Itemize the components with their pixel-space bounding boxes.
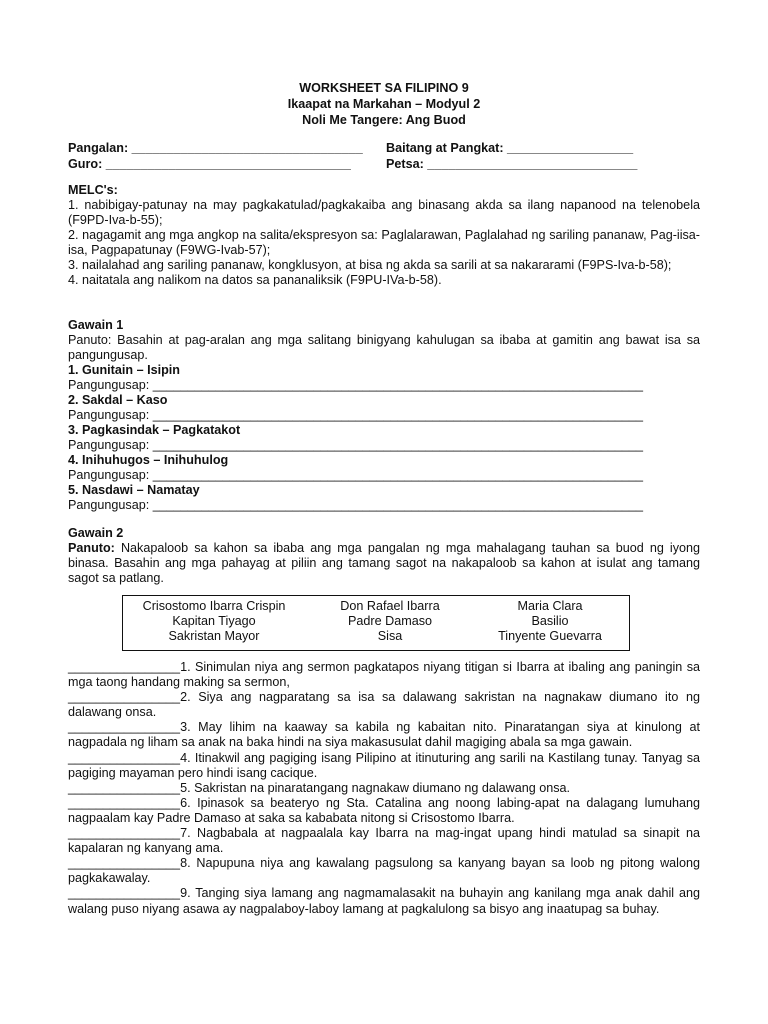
vocab-word: 4. Inihuhugos – Inihuhulog	[68, 453, 229, 467]
character-name-box	[122, 595, 630, 651]
sentence-answer-line[interactable]: Pangungusap: ______________________________________________________________________	[68, 438, 644, 452]
question-item[interactable]: ________________3. May lihim na kaaway sa kabila ng kabaitan nito. Pinaratangan siya at kinulong at nagpadala ng liham sa anak na baka hindi na siya makasusulat dahil magiging abala sa mga gawain.	[68, 720, 700, 750]
sentence-answer-line[interactable]: Pangungusap: ______________________________________________________________________	[68, 468, 644, 482]
worksheet-quarter: Ikaapat na Markahan – Modyul 2	[287, 97, 481, 111]
sentence-answer-line[interactable]: Pangungusap: ______________________________________________________________________	[68, 498, 644, 512]
guro-field[interactable]: Guro: ___________________________________	[68, 157, 351, 171]
vocab-word: 5. Nasdawi – Namatay	[68, 483, 200, 497]
vocab-word: 3. Pagkasindak – Pagkatakot	[68, 423, 241, 437]
vocab-word: 1. Gunitain – Isipin	[68, 363, 180, 377]
gawain1-panuto: Panuto: Basahin at pag-aralan ang mga salitang binigyang kahulugan sa ibaba at gamitin ang bawat isa sa pangungusap.	[68, 333, 700, 362]
student-fields	[68, 140, 708, 172]
melcs-section	[68, 183, 700, 288]
character-name: Don Rafael Ibarra	[340, 599, 440, 613]
gawain2-items	[68, 660, 700, 917]
gawain2-section	[68, 526, 700, 586]
panuto-text: Nakapaloob sa kahon sa ibaba ang mga pangalan ng mga mahalagang tauhan sa buod ng iyong binasa. Basahin ang mga pahayag at piliin ang tamang sagot na nakapaloob sa kahon at isulat ang tamang sagot sa patlang.	[68, 541, 700, 585]
sentence-answer-line[interactable]: Pangungusap: ______________________________________________________________________	[68, 408, 644, 422]
character-name: Sisa	[377, 629, 403, 643]
sentence-answer-line[interactable]: Pangungusap: ______________________________________________________________________	[68, 378, 644, 392]
panuto-label: Panuto:	[68, 541, 115, 555]
character-name: Maria Clara	[517, 599, 583, 613]
character-name: Sakristan Mayor	[168, 629, 260, 643]
worksheet-title: WORKSHEET SA FILIPINO 9	[299, 81, 469, 95]
question-item[interactable]: ________________1. Sinimulan niya ang sermon pagkatapos niyang titigan si Ibarra at ibaling ang paningin sa mga taong handang making sa sermon,	[68, 660, 700, 690]
character-name: Tinyente Guevarra	[498, 629, 602, 643]
question-item[interactable]: ________________8. Napupuna niya ang kawalang pagsulong sa kanyang bayan sa loob ng pitong walong pagkakawalay.	[68, 856, 700, 886]
worksheet-header	[0, 80, 768, 128]
vocab-word: 2. Sakdal – Kaso	[68, 393, 168, 407]
petsa-field[interactable]: Petsa: ______________________________	[386, 157, 638, 171]
pangalan-field[interactable]: Pangalan: _________________________________	[68, 141, 363, 155]
melc-item: 1. nabibigay-patunay na may pagkakatulad/pagkakaiba ang binasang akda sa ilang napanood na telenobela (F9PD-Iva-b-55);	[68, 198, 700, 227]
gawain1-section	[68, 318, 700, 513]
melc-item: 4. naitatala ang nalikom na datos sa pananaliksik (F9PU-IVa-b-58).	[68, 273, 442, 287]
character-name: Padre Damaso	[348, 614, 432, 628]
question-item[interactable]: ________________9. Tanging siya lamang ang nagmamalasakit na buhayin ang kanilang mga anak dahil ang walang puso niyang asawa ay nagpalaboy-laboy lamang at pagkalulong sa bisyo ang inaatupag sa buhay.	[68, 886, 700, 916]
gawain1-title: Gawain 1	[68, 318, 124, 332]
melcs-title: MELC's:	[68, 183, 118, 197]
character-name: Crisostomo Ibarra Crispin	[142, 599, 286, 613]
character-name: Kapitan Tiyago	[172, 614, 256, 628]
melc-item: 2. nagagamit ang mga angkop na salita/ekspresyon sa: Paglalarawan, Paglalahad ng sariling pananaw, Pag-iisa-isa, Pagpapatunay (F9WG-Ivab-57);	[68, 228, 700, 257]
gawain2-panuto	[68, 541, 700, 586]
question-item[interactable]: ________________6. Ipinasok sa beateryo ng Sta. Catalina ang noong labing-apat na dalagang lumuhang nagpaalam kay Padre Damaso at saka sa kababata nitong si Crisostomo Ibarra.	[68, 795, 700, 825]
question-item[interactable]: ________________7. Nagbabala at nagpaalala kay Ibarra na mag-ingat upang hindi matulad sa sinapit na kapalaran ng kanyang ama.	[68, 826, 700, 856]
baitang-field[interactable]: Baitang at Pangkat: __________________	[386, 141, 634, 155]
question-item[interactable]: ________________5. Sakristan na pinaratangang nagnakaw diumano ng dalawang onsa.	[68, 780, 571, 795]
worksheet-topic: Noli Me Tangere: Ang Buod	[302, 113, 466, 127]
question-item[interactable]: ________________2. Siya ang nagparatang sa isa sa dalawang sakristan na nagnakaw diumano ito ng dalawang onsa.	[68, 690, 700, 720]
character-name: Basilio	[531, 614, 569, 628]
gawain2-title: Gawain 2	[68, 526, 124, 540]
melc-item: 3. nailalahad ang sariling pananaw, kongklusyon, at bisa ng akda sa sarili at sa nakararami (F9PS-Iva-b-58);	[68, 258, 672, 272]
question-item[interactable]: ________________4. Itinakwil ang pagiging isang Pilipino at itinuturing ang sarili na Kastilang tunay. Tanyag sa pagiging mayaman pero hindi isang cacique.	[68, 750, 700, 780]
